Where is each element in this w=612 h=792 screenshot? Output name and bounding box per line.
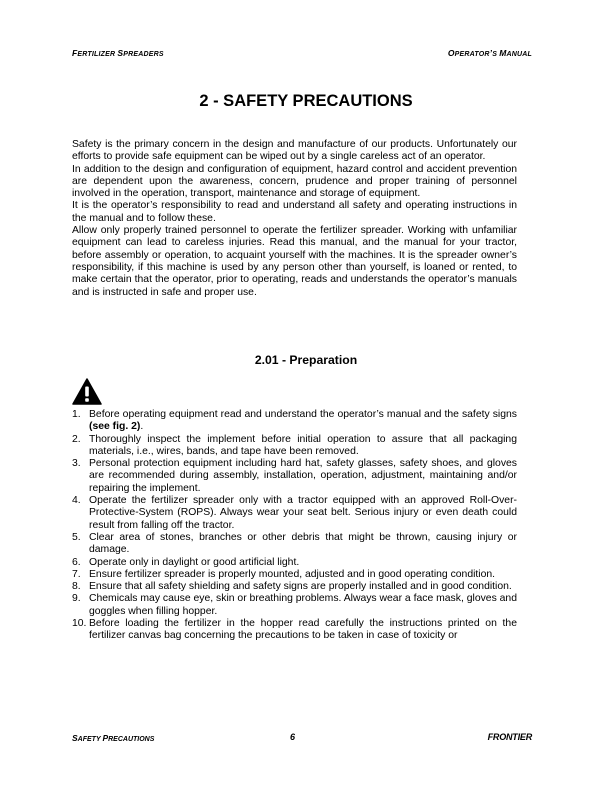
footer-section-title: SAFETY PRECAUTIONS	[72, 733, 155, 743]
list-item: 1. Before operating equipment read and understand the operator’s manual and the safety signs (see fig. 2).	[72, 409, 517, 433]
page-footer	[72, 733, 532, 745]
intro-paragraph: It is the operator’s responsibility to read and understand all safety and operating instructions in the manual and to follow these.	[72, 200, 517, 224]
header-right-title: OPERATOR’S MANUAL	[447, 48, 532, 58]
warning-triangle-icon	[72, 378, 102, 405]
list-item: 10. Before loading the fertilizer in the hopper read carefully the instructions printed on the fertilizer canvas bag concerning the precautions to be taken in case of toxicity or	[72, 618, 517, 642]
page-header	[72, 48, 532, 58]
intro-paragraph: Safety is the primary concern in the design and manufacture of our products. Unfortunately our efforts to provide safe equipment can be wiped out by a single careless act of an operator.	[72, 139, 517, 163]
section-title: 2.01 - Preparation	[254, 353, 358, 367]
list-item: 3. Personal protection equipment including hard hat, safety glasses, safety shoes, and gloves are recommended during assembly, installation, operation, adjustment, maintaining and/or repairing the implement.	[72, 458, 517, 494]
preparation-list	[72, 409, 517, 643]
intro-paragraph: In addition to the design and configuration of equipment, hazard control and accident prevention are dependent upon the awareness, concern, prudence and proper training of personnel involved in the operation, transport, maintenance and storage of equipment.	[72, 163, 517, 200]
list-item: 9. Chemicals may cause eye, skin or breathing problems. Always wear a face mask, gloves and goggles when filling hopper.	[72, 593, 517, 617]
intro-text	[72, 139, 517, 299]
list-item: 8. Ensure that all safety shielding and safety signs are properly installed and in good condition.	[72, 581, 512, 593]
list-item: 6. Operate only in daylight or good artificial light.	[72, 556, 300, 568]
header-left-title: FERTILIZER SPREADERS	[72, 48, 164, 58]
intro-paragraph: Allow only properly trained personnel to operate the fertilizer spreader. Working with unfamiliar equipment can lead to careless injuries. Read this manual, and the manual for your tractor, before assembly or operation, to acquaint yourself with the machines. It is the spreader owner’s responsibility, if this machine is used by any person other than yourself, is loaned or rented, to make certain that the operator, prior to operating, reads and understands the operator’s manuals and is instructed in safe and proper use.	[72, 225, 517, 298]
list-item: 5. Clear area of stones, branches or other debris that might be thrown, causing injury or damage.	[72, 531, 517, 556]
brand-logo: FRONTIER	[487, 732, 532, 742]
list-item: 7. Ensure fertilizer spreader is properly mounted, adjusted and in good operating condition.	[72, 568, 496, 580]
list-item: 4. Operate the fertilizer spreader only with a tractor equipped with an approved Roll-Over-Protective-System (ROPS). Always wear your seat belt. Serious injury or even death could result from falling off the tractor.	[72, 495, 517, 531]
page-number: 6	[290, 732, 296, 742]
list-item: 2. Thoroughly inspect the implement before initial operation to assure that all packaging materials, i.e., wires, bands, and tape have been removed.	[72, 433, 517, 457]
page-title: 2 - SAFETY PRECAUTIONS	[199, 92, 413, 110]
